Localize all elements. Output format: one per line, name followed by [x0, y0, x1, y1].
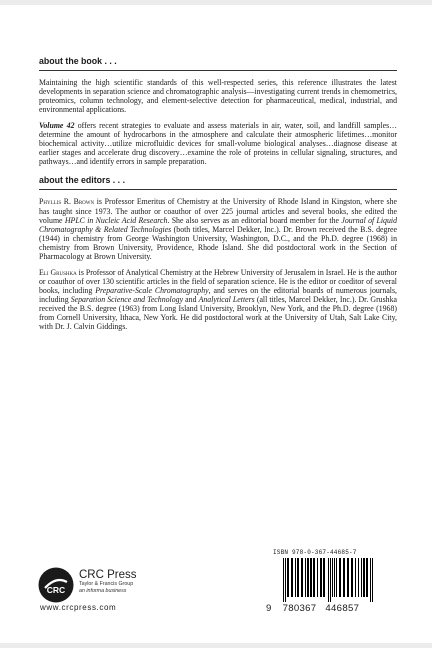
publisher-block	[79, 569, 137, 594]
editor-bio-grushka	[39, 268, 397, 332]
publisher-website: www.crcpress.com	[40, 603, 117, 612]
ean-right-digits: 446857	[325, 603, 360, 614]
barcode-bar	[343, 558, 345, 597]
bio-text: is Professor Emeritus of Chemistry at the University of Rhode Island in Kingston, where she has taught since 1973. The author or coauthor of over 225 journal articles and several books, she edited the volume	[39, 197, 397, 225]
editor-name-brown: Phyllis R. Brown	[39, 197, 95, 207]
barcode-bar	[320, 558, 322, 597]
barcode-bar	[328, 558, 329, 602]
barcode-bar	[334, 558, 335, 597]
publisher-group: Taylor & Francis Group	[79, 581, 134, 587]
editor-name-grushka: Eli Grushka	[39, 267, 77, 277]
barcode-bar	[370, 558, 371, 602]
about-editors-heading: about the editors . . .	[39, 175, 397, 190]
barcode-bar	[366, 558, 368, 597]
book-title: HPLC in Nucleic Acid Research	[64, 215, 168, 225]
barcode-bar	[283, 558, 284, 602]
bio-text: is Professor of Analytical Chemistry at the Hebrew University of Jerusalem in Israel. He is the author or coauthor of over 130 scientific articles in the field of separation science. He is the editor or coeditor of several books, including	[39, 267, 397, 295]
ean-left-digits: 780367	[282, 603, 317, 614]
barcode-bar	[323, 558, 325, 597]
bio-text: (both titles, Marcel Dekker, Inc.). Dr. Brown received the B.S. degree (1944) in chemistry from George Washington University, Washington, D.C., and the Ph.D. degree (1968) in chemistry from Brown University, Providence, Rhode Island. She did postdoctoral work in the Section of Pharmacology at Brown University.	[39, 224, 397, 262]
barcode-bar	[307, 558, 309, 597]
publisher-name: CRC Press	[79, 569, 137, 581]
volume-label: Volume 42	[39, 120, 75, 130]
about-book-paragraph-2-text: offers recent strategies to evaluate and assess materials in air, water, soil, and landfill samples…determine the amount of hydrocarbons in the atmosphere and calculate their atmospheric lifetimes…monitor biochemical activity…utilize microfluidic devices for small-volume biological analyses…diagnose disease at earlier stages and accelerate drug discovery…examine the role of proteins in cellular signaling, structures, and pathways…and identify errors in sample preparation.	[39, 120, 397, 167]
barcode-bar	[336, 558, 337, 597]
bio-text: and	[183, 294, 199, 304]
bio-text: , and serves on the editorial boards of numerous journals, including	[39, 285, 397, 304]
barcode-bar	[317, 558, 318, 597]
about-book-heading: about the book . . .	[39, 56, 397, 71]
barcode-bar	[285, 558, 286, 602]
barcode-bar	[355, 558, 356, 597]
barcode-bar	[332, 558, 333, 597]
barcode-bars	[283, 558, 373, 602]
about-book-paragraph-2	[39, 121, 397, 167]
publisher-business: an informa business	[79, 587, 127, 594]
isbn-text: ISBN 978-0-367-44685-7	[273, 549, 357, 556]
top-separator-band	[0, 0, 432, 5]
bio-text: . She also serves as an editorial board member for the	[167, 215, 342, 225]
journal-title: Journal of Liquid Chromatography & Related Technologies	[39, 215, 397, 234]
book-title: Preparative-Scale Chromatography	[95, 285, 209, 295]
bottom-separator-band	[0, 643, 432, 648]
barcode-bar	[372, 558, 373, 602]
crc-press-logo	[37, 566, 75, 604]
barcode-bar	[347, 558, 349, 597]
back-cover-text	[39, 56, 397, 332]
barcode-bar	[297, 558, 299, 597]
about-book-paragraph-1: Maintaining the high scientific standards of this well-respected series, this reference illustrates the latest developments in separation science and chromatographic analysis—investigating current trends in chemometrics, proteomics, column technology, and element-selective detection for pharmaceutical, medical, industrial, and environmental applications.	[39, 78, 397, 115]
about-book-section	[39, 56, 397, 166]
crc-logo-icon	[37, 566, 75, 604]
barcode-bar	[295, 558, 296, 597]
journal-title: Analytical Letters	[198, 294, 255, 304]
bio-text: (all titles, Marcel Dekker, Inc.). Dr. Grushka received the B.S. degree (1963) from Long Island University, Brooklyn, New York, and the Ph.D. degree (1968) from Cornell University, Ithaca, New York. He did postdoctoral work at the University of Utah, Salt Lake City, with Dr. J. Calvin Giddings.	[39, 294, 397, 332]
logo-text: CRC	[46, 585, 66, 595]
journal-title: Separation Science and Technology	[70, 294, 184, 304]
barcode-bar	[305, 558, 306, 597]
barcode-bar	[363, 558, 365, 597]
barcode-bar	[330, 558, 331, 602]
barcode-bar	[358, 558, 359, 597]
barcode-bar	[351, 558, 353, 597]
barcode-bar	[339, 558, 341, 597]
barcode-bar	[310, 558, 312, 597]
barcode-bar	[361, 558, 362, 597]
barcode-bar	[313, 558, 315, 597]
barcode-bar	[301, 558, 303, 597]
barcode-bar	[287, 558, 289, 597]
about-editors-section	[39, 175, 397, 331]
editor-bio-brown	[39, 197, 397, 261]
barcode	[277, 558, 389, 602]
barcode-bar	[291, 558, 293, 597]
ean-digits	[266, 603, 359, 614]
ean-lead-digit: 9	[266, 603, 272, 614]
